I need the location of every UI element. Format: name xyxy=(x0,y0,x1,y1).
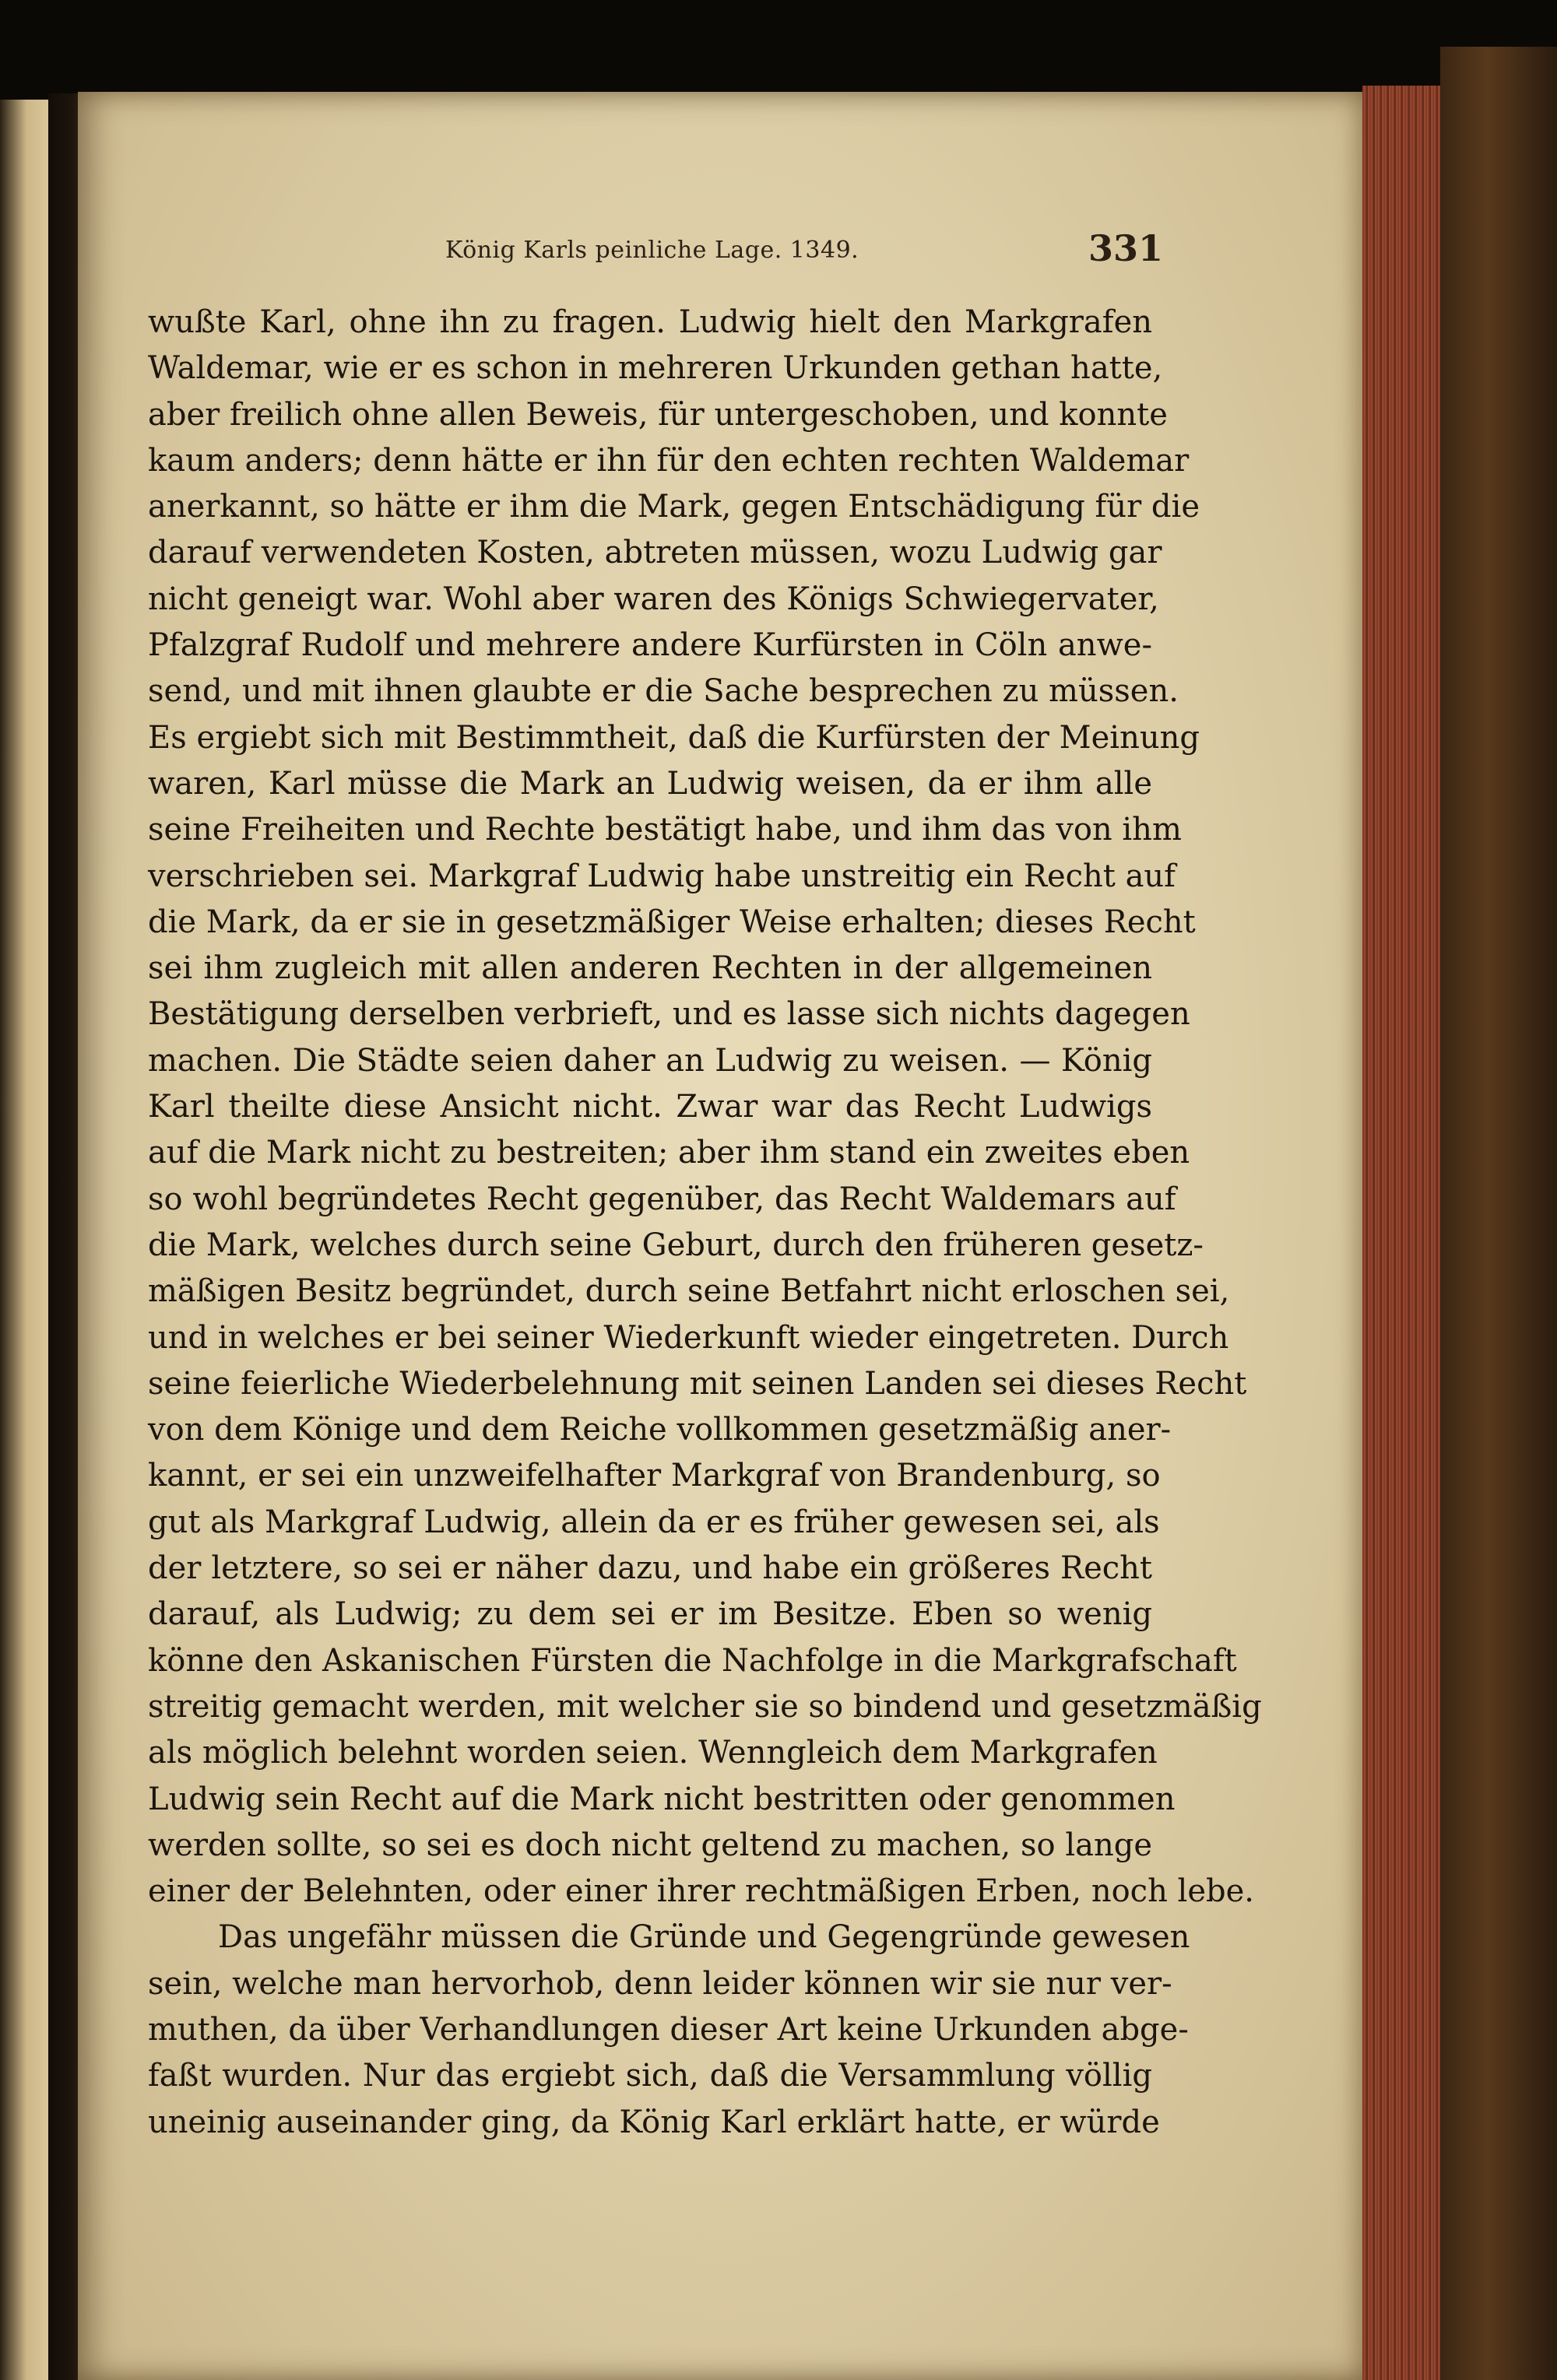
text-line: darauf, als Ludwig; zu dem sei er im Besitze. Eben so wenig xyxy=(148,1596,1152,1633)
text-line: werden sollte, so sei es doch nicht geltend zu machen, so lange xyxy=(148,1827,1152,1863)
text-line: und in welches er bei seiner Wiederkunft wieder eingetreten. Durch xyxy=(148,1319,1229,1356)
text-line: die Mark, welches durch seine Geburt, durch den früheren gesetz- xyxy=(148,1227,1204,1263)
text-line: Bestätigung derselben verbrieft, und es lasse sich nichts dagegen xyxy=(148,996,1190,1033)
page-number: 331 xyxy=(1088,227,1164,269)
text-line: seine Freiheiten und Rechte bestätigt habe, und ihm das von ihm xyxy=(148,812,1182,848)
text-line: send, und mit ihnen glaubte er die Sache besprechen zu müssen. xyxy=(148,673,1179,710)
text-line: verschrieben sei. Markgraf Ludwig habe unstreitig ein Recht auf xyxy=(148,858,1176,894)
page-header xyxy=(78,227,1362,282)
text-line: nicht geneigt war. Wohl aber waren des Königs Schwiegervater, xyxy=(148,581,1159,617)
text-line: waren, Karl müsse die Mark an Ludwig weisen, da er ihm alle xyxy=(148,765,1152,802)
running-title: König Karls peinliche Lage. 1349. xyxy=(445,237,859,264)
text-line: aber freilich ohne allen Beweis, für untergeschoben, und konnte xyxy=(148,396,1168,433)
text-line: kannt, er sei ein unzweifelhafter Markgraf von Brandenburg, so xyxy=(148,1458,1161,1494)
page-edges xyxy=(1362,86,1440,2380)
text-line: mäßigen Besitz begründet, durch seine Betfahrt nicht erloschen sei, xyxy=(148,1273,1230,1310)
text-line: die Mark, da er sie in gesetzmäßiger Weise erhalten; dieses Recht xyxy=(148,904,1196,940)
text-line: könne den Askanischen Fürsten die Nachfolge in die Markgrafschaft xyxy=(148,1642,1237,1679)
text-line: faßt wurden. Nur das ergiebt sich, daß die Versammlung völlig xyxy=(148,2058,1152,2094)
text-line: der letztere, so sei er näher dazu, und habe ein größeres Recht xyxy=(148,1550,1152,1587)
text-line: Waldemar, wie er es schon in mehreren Urkunden gethan hatte, xyxy=(148,350,1163,387)
text-line: kaum anders; denn hätte er ihn für den echten rechten Waldemar xyxy=(148,442,1190,479)
text-line: als möglich belehnt worden seien. Wenngleich dem Markgrafen xyxy=(148,1735,1158,1771)
text-line: einer der Belehnten, oder einer ihrer rechtmäßigen Erben, noch lebe. xyxy=(148,1873,1254,1910)
text-line: Das ungefähr müssen die Gründe und Gegengründe gewesen xyxy=(218,1919,1190,1956)
text-line: sei ihm zugleich mit allen anderen Rechten in der allgemeinen xyxy=(148,950,1152,987)
facing-page-edge xyxy=(0,100,48,2380)
text-line: seine feierliche Wiederbelehnung mit seinen Landen sei dieses Recht xyxy=(148,1365,1247,1402)
text-line: streitig gemacht werden, mit welcher sie so bindend und gesetzmäßig xyxy=(148,1688,1262,1725)
text-line: Es ergiebt sich mit Bestimmtheit, daß die Kurfürsten der Meinung xyxy=(148,719,1200,756)
text-line: uneinig auseinander ging, da König Karl erklärt hatte, er würde xyxy=(148,2104,1160,2140)
text-line: machen. Die Städte seien daher an Ludwig zu weisen. — König xyxy=(148,1042,1152,1079)
text-line: so wohl begründetes Recht gegenüber, das Recht Waldemars auf xyxy=(148,1181,1176,1217)
text-line: auf die Mark nicht zu bestreiten; aber ihm stand ein zweites eben xyxy=(148,1135,1190,1171)
body-text xyxy=(148,300,1262,2146)
text-line: gut als Markgraf Ludwig, allein da er es früher gewesen sei, als xyxy=(148,1504,1160,1540)
book-cover-edge xyxy=(1440,47,1557,2380)
text-line: Pfalzgraf Rudolf und mehrere andere Kurfürsten in Cöln anwe- xyxy=(148,627,1152,664)
text-line: sein, welche man hervorhob, denn leider können wir sie nur ver- xyxy=(148,1965,1172,2002)
text-line: darauf verwendeten Kosten, abtreten müssen, wozu Ludwig gar xyxy=(148,535,1162,571)
text-line: von dem Könige und dem Reiche vollkommen gesetzmäßig aner- xyxy=(148,1412,1172,1448)
text-line: wußte Karl, ohne ihn zu fragen. Ludwig hielt den Markgrafen xyxy=(148,304,1152,340)
text-line: Karl theilte diese Ansicht nicht. Zwar war das Recht Ludwigs xyxy=(148,1089,1152,1125)
text-line: Ludwig sein Recht auf die Mark nicht bestritten oder genommen xyxy=(148,1781,1176,1817)
text-line: anerkannt, so hätte er ihm die Mark, gegen Entschädigung für die xyxy=(148,489,1200,525)
text-line: muthen, da über Verhandlungen dieser Art keine Urkunden abge- xyxy=(148,2011,1189,2048)
